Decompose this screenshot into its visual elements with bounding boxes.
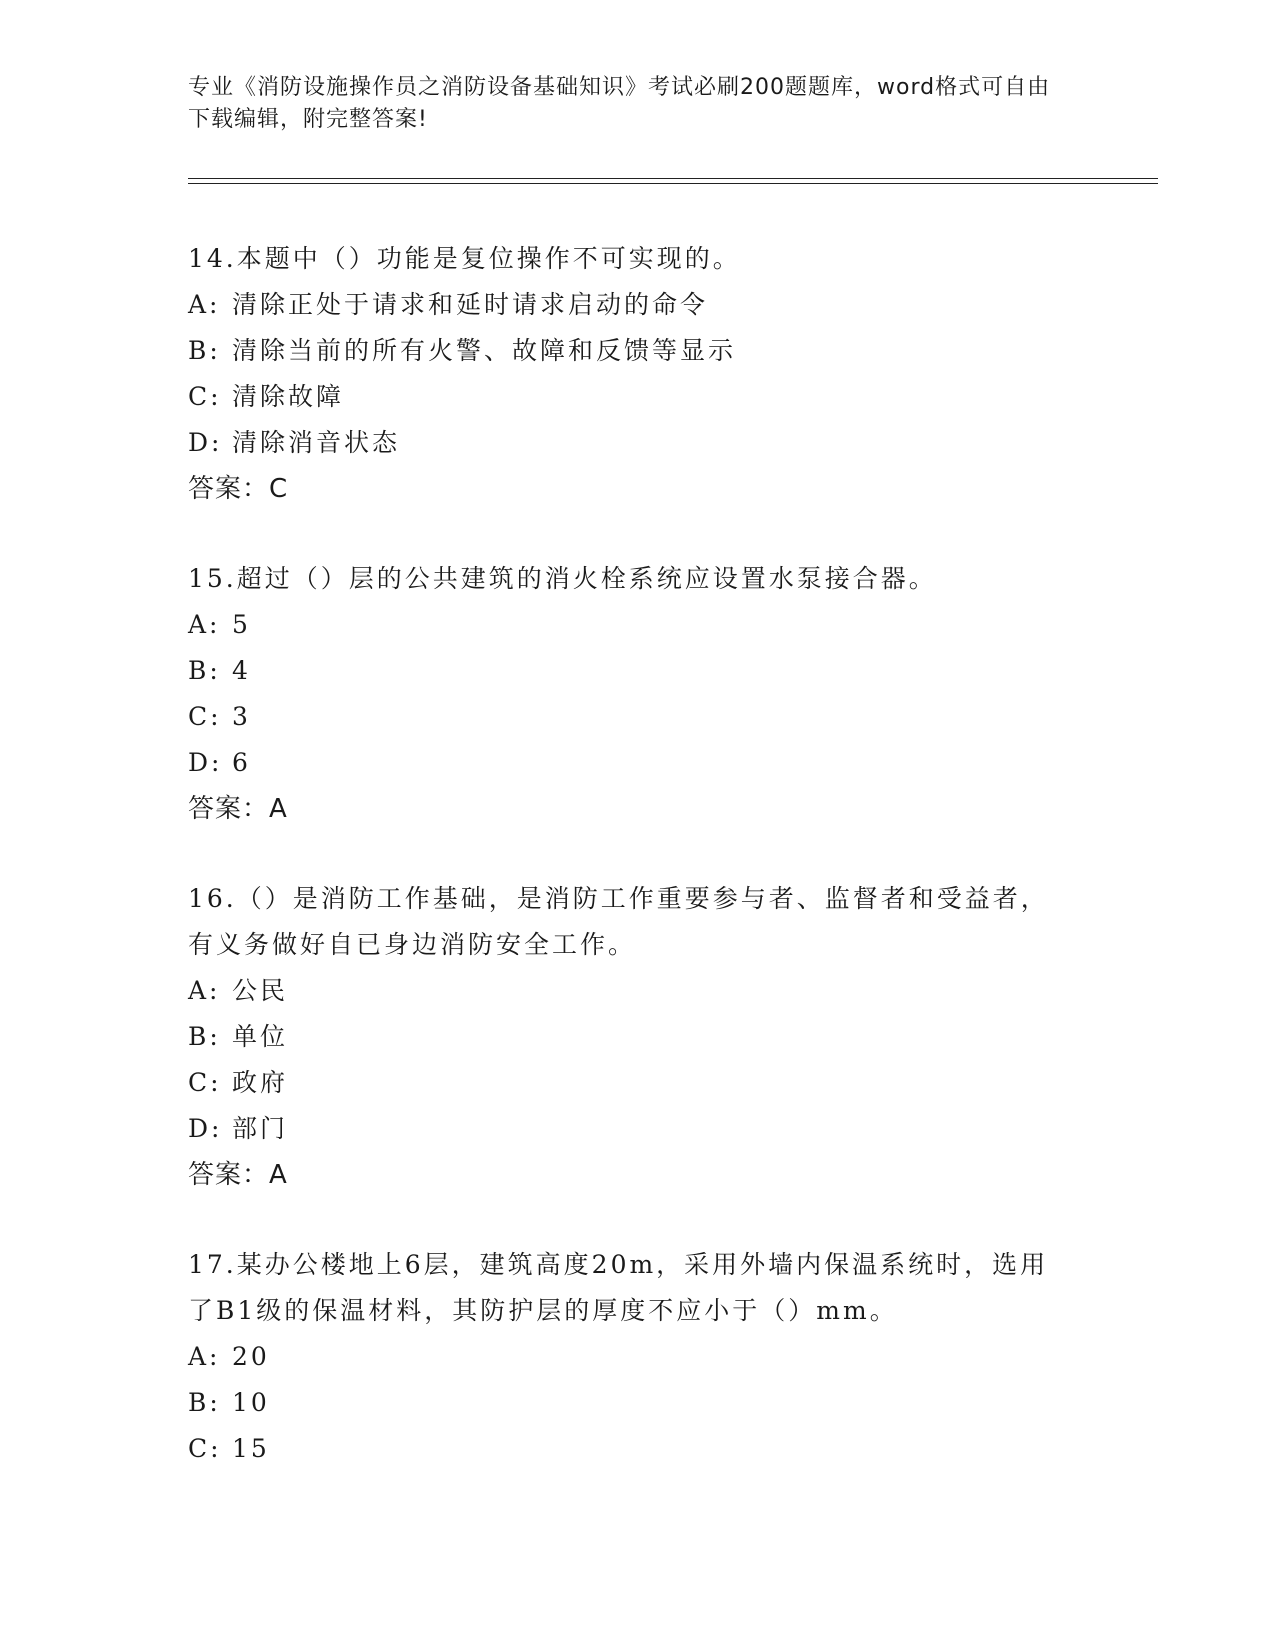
answer: 答案：A: [188, 794, 288, 824]
document-header: [188, 72, 1068, 136]
option-key: A:: [188, 976, 221, 1005]
option-text: 15: [232, 1434, 270, 1463]
option-text: 清除故障: [232, 382, 345, 411]
option-key: A:: [188, 1342, 221, 1371]
option-text: 政府: [232, 1068, 289, 1097]
option-key: A:: [188, 290, 221, 319]
option-a: [188, 282, 1068, 328]
option-d: [188, 420, 1068, 466]
option-text: 清除当前的所有火警、故障和反馈等显示: [232, 336, 737, 365]
answer: 答案：A: [188, 1160, 288, 1190]
option-text: 6: [232, 748, 251, 777]
option-text: 10: [232, 1388, 270, 1417]
option-c: [188, 1060, 1068, 1106]
option-key: A:: [188, 610, 221, 639]
option-text: 部门: [232, 1114, 289, 1143]
option-c: [188, 694, 1068, 740]
option-a: [188, 968, 1068, 1014]
question-stem: 17.某办公楼地上6层，建筑高度20m，采用外墙内保温系统时，选用了B1级的保温材料，其防护层的厚度不应小于（）mm。: [188, 1250, 1049, 1325]
option-key: C:: [188, 1068, 222, 1097]
option-key: B:: [188, 656, 221, 685]
option-key: D:: [188, 748, 223, 777]
answer: 答案：C: [188, 474, 289, 504]
option-key: B:: [188, 1022, 221, 1051]
option-c: [188, 1426, 1068, 1472]
option-key: D:: [188, 428, 223, 457]
question-17: [188, 1242, 1068, 1472]
question-stem: 14.本题中（）功能是复位操作不可实现的。: [188, 244, 741, 273]
option-text: 20: [232, 1342, 270, 1371]
header-text: 专业《消防设施操作员之消防设备基础知识》考试必刷200题题库，word格式可自由下载编辑，附完整答案!: [188, 75, 1051, 132]
option-b: [188, 328, 1068, 374]
option-text: 3: [232, 702, 251, 731]
option-key: B:: [188, 1388, 221, 1417]
option-text: 4: [232, 656, 251, 685]
option-d: [188, 1106, 1068, 1152]
option-d: [188, 740, 1068, 786]
option-text: 清除正处于请求和延时请求启动的命令: [232, 290, 709, 319]
option-b: [188, 1014, 1068, 1060]
option-key: C:: [188, 702, 222, 731]
question-16: [188, 876, 1068, 1198]
header-divider-bottom: [188, 183, 1158, 184]
question-14: [188, 236, 1068, 512]
option-a: [188, 1334, 1068, 1380]
option-b: [188, 648, 1068, 694]
option-text: 单位: [232, 1022, 289, 1051]
option-key: C:: [188, 1434, 222, 1463]
option-key: B:: [188, 336, 221, 365]
option-c: [188, 374, 1068, 420]
option-text: 5: [232, 610, 251, 639]
option-key: C:: [188, 382, 222, 411]
option-b: [188, 1380, 1068, 1426]
question-15: [188, 556, 1068, 832]
option-text: 公民: [232, 976, 289, 1005]
option-key: D:: [188, 1114, 223, 1143]
question-stem: 15.超过（）层的公共建筑的消火栓系统应设置水泵接合器。: [188, 564, 937, 593]
question-stem: 16.（）是消防工作基础，是消防工作重要参与者、监督者和受益者，有义务做好自已身边消防安全工作。: [188, 884, 1049, 959]
header-divider-top: [188, 178, 1158, 179]
option-a: [188, 602, 1068, 648]
option-text: 清除消音状态: [232, 428, 401, 457]
